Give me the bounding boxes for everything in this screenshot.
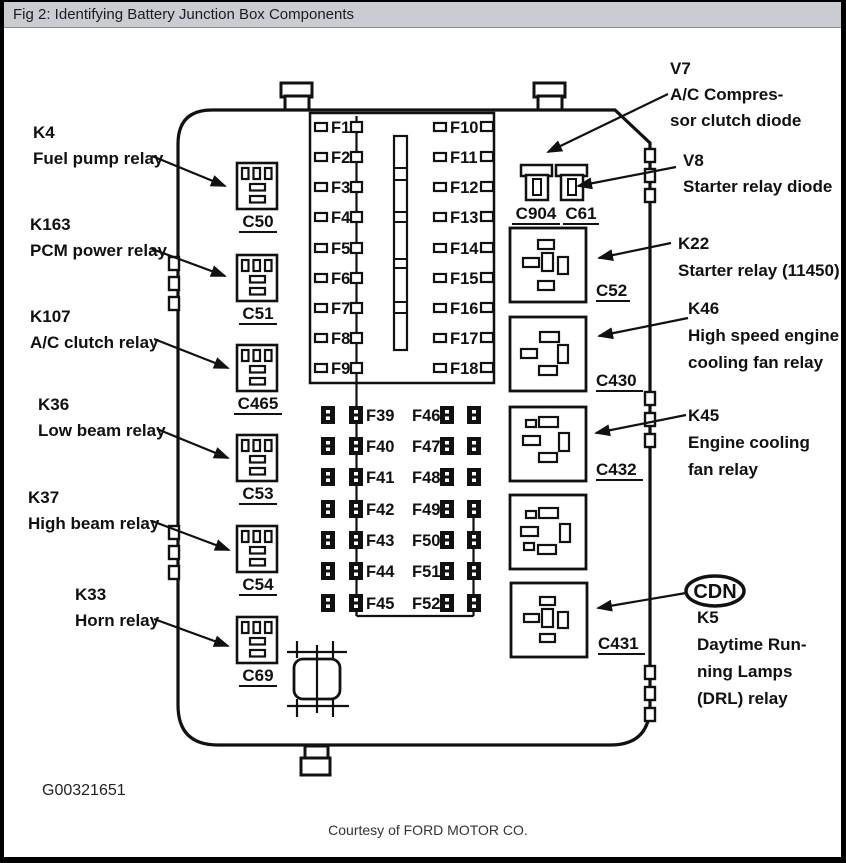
connector-label-c51: C51 [242, 304, 274, 323]
component-name-v8: Starter relay diode [683, 177, 833, 196]
connector-label-c54: C54 [242, 575, 274, 594]
fuse-label: F1 [331, 119, 351, 137]
left-callout-labels [28, 123, 168, 630]
component-id-k163: K163 [30, 215, 71, 234]
diode-v7 [521, 165, 552, 200]
component-id-k33: K33 [75, 585, 107, 604]
component-name-k107: A/C clutch relay [30, 333, 159, 352]
fuse-label: F14 [450, 240, 479, 258]
fuse-label: F46 [412, 407, 441, 425]
fuse-label: F10 [450, 119, 479, 137]
component-name-k33: Horn relay [75, 611, 160, 630]
connector-label-c53: C53 [242, 484, 274, 503]
connector-label-c465: C465 [237, 394, 279, 413]
component-name-k46-line2: cooling fan relay [688, 353, 824, 372]
fuse-label: F16 [450, 300, 479, 318]
fuse-label: F8 [331, 330, 351, 348]
component-name-k5-line3: (DRL) relay [697, 689, 788, 708]
connector-label-c50: C50 [242, 212, 274, 231]
connector-label-c431: C431 [598, 634, 639, 653]
fuse-label: F40 [366, 438, 395, 456]
fuse-label: F13 [450, 209, 479, 227]
fuse-label: F49 [412, 501, 441, 519]
component-id-v8: V8 [683, 151, 704, 170]
fuse-label: F9 [331, 360, 351, 378]
component-name-k4: Fuel pump relay [33, 149, 164, 168]
connector-label-c432: C432 [596, 460, 637, 479]
fuse-label: F48 [412, 469, 441, 487]
component-id-k45: K45 [688, 406, 720, 425]
component-id-k37: K37 [28, 488, 60, 507]
relay-face-c54 [237, 526, 277, 572]
figure-title: Fig 2: Identifying Battery Junction Box Components [13, 6, 355, 23]
cdn-badge-text: CDN [693, 581, 737, 603]
relay-face-c465 [237, 345, 277, 391]
relay-face-c51 [237, 255, 277, 301]
connector-label-c69: C69 [242, 666, 274, 685]
fuse-label: F17 [450, 330, 479, 348]
diode-v8 [556, 165, 587, 200]
component-id-k36: K36 [38, 395, 70, 414]
fuse-label: F44 [366, 563, 395, 581]
component-name-k37: High beam relay [28, 514, 160, 533]
component-name-k46-line1: High speed engine [688, 326, 840, 345]
fuse-label: F42 [366, 501, 395, 519]
component-name-v7-line2: sor clutch diode [670, 111, 802, 130]
right-callout-labels [670, 59, 840, 708]
fuse-label: F43 [366, 532, 395, 550]
component-name-v7-line1: A/C Compres- [670, 85, 784, 104]
component-id-v7: V7 [670, 59, 691, 78]
fuse-column-left [315, 119, 362, 378]
component-name-k163: PCM power relay [30, 241, 167, 260]
credit-line: Courtesy of FORD MOTOR CO. [328, 822, 528, 838]
fuse-label: F50 [412, 532, 441, 550]
component-id-k5: K5 [697, 608, 719, 627]
fuse-label: F47 [412, 438, 441, 456]
connector-label-c430: C430 [596, 371, 637, 390]
relay-face-c50 [237, 163, 277, 209]
component-id-k4: K4 [33, 123, 55, 142]
fuse-label: F11 [450, 149, 478, 167]
fuse-label: F12 [450, 179, 479, 197]
fuse-label: F51 [412, 563, 441, 581]
connector-label-c61: C61 [565, 204, 597, 223]
component-id-k46: K46 [688, 299, 720, 318]
fuse-label: F45 [366, 595, 395, 613]
fuse-label: F15 [450, 270, 479, 288]
figure-id: G00321651 [42, 782, 126, 799]
component-name-k45-line1: Engine cooling [688, 433, 810, 452]
relay-face-c432 [510, 407, 586, 481]
relay-face-c431 [511, 583, 587, 657]
right-relay-sockets [510, 228, 587, 657]
component-id-k107: K107 [30, 307, 71, 326]
component-name-k5-line1: Daytime Run- [697, 635, 807, 654]
fuse-label: F2 [331, 149, 351, 167]
relay-face-c53 [237, 435, 277, 481]
busbar [394, 136, 407, 350]
relay-face-spare [510, 495, 586, 569]
component-id-k22: K22 [678, 234, 710, 253]
fuse-label: F39 [366, 407, 395, 425]
fuse-column-right [434, 119, 493, 378]
fuse-label: F3 [331, 179, 351, 197]
fuse-label: F7 [331, 300, 351, 318]
component-name-k45-line2: fan relay [688, 460, 758, 479]
relay-face-c52 [510, 228, 586, 302]
component-name-k5-line2: ning Lamps [697, 662, 793, 681]
fuse-label: F5 [331, 240, 351, 258]
fuse-label: F41 [366, 469, 395, 487]
fuse-label: F18 [450, 360, 479, 378]
figure-title-bar [4, 2, 841, 28]
component-name-k36: Low beam relay [38, 421, 166, 440]
connector-label-c904: C904 [515, 204, 557, 223]
fuse-label: F52 [412, 595, 441, 613]
top-mount-tab [281, 83, 565, 110]
component-name-k22: Starter relay (11450) [678, 261, 840, 280]
relay-face-c430 [510, 317, 586, 391]
bottom-mount-tab [301, 746, 330, 775]
fuse-label: F6 [331, 270, 351, 288]
fuse-label: F4 [331, 209, 351, 227]
connector-label-c52: C52 [596, 281, 628, 300]
relay-face-c69 [237, 617, 277, 663]
